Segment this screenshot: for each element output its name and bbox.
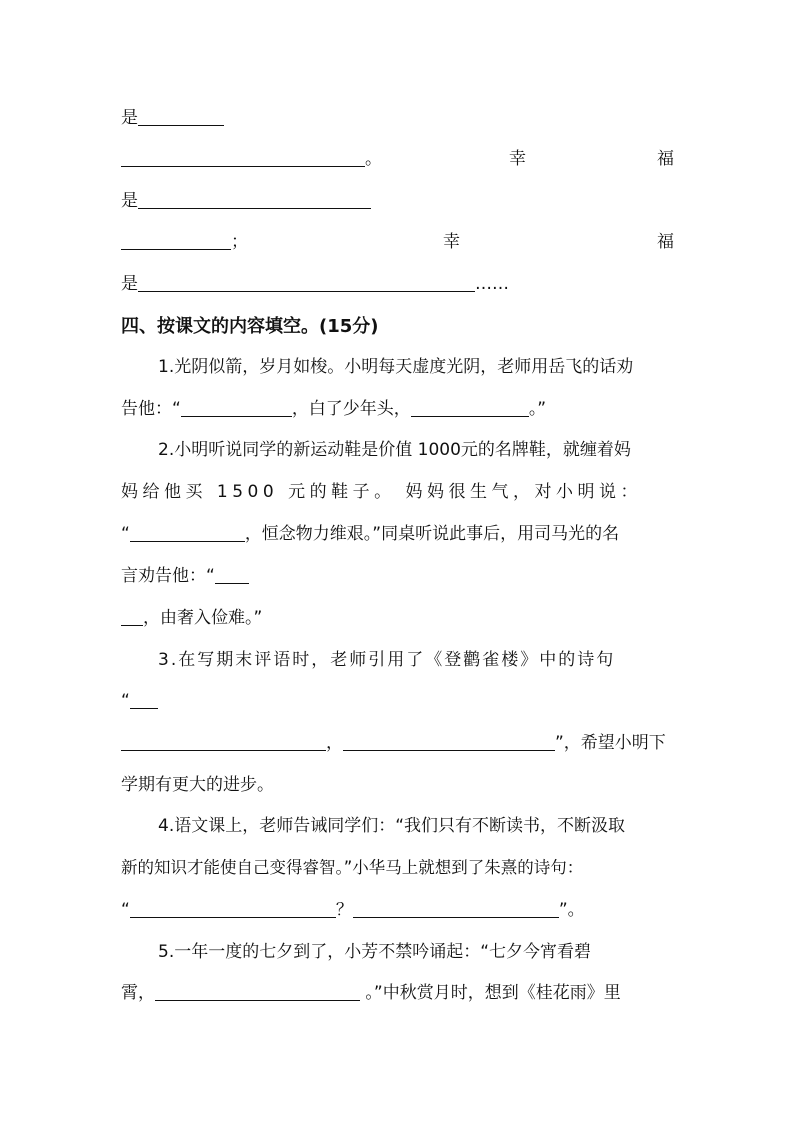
- intro-text-shi-3: 是: [121, 274, 138, 294]
- q5-line-1: 5.一年一度的七夕到了，小芳不禁吟诵起：“七夕今宵看碧: [158, 942, 592, 962]
- blank-field[interactable]: [130, 897, 336, 918]
- q2-line-3: [121, 517, 674, 551]
- word-fu: 福: [657, 149, 674, 169]
- q4-line-2: 新的知识才能使自己变得睿智。”小华马上就想到了朱熹的诗句：: [121, 858, 584, 877]
- q1-line-1: 1.光阴似箭，岁月如梭。小明每天虚度光阴，老师用岳飞的话劝: [158, 357, 634, 377]
- blank-field[interactable]: [411, 396, 529, 417]
- q3-line-1: 3.在写期末评语时，老师引用了《登鹳雀楼》中的诗句: [158, 650, 616, 670]
- q2-line-2: 妈给他买 1500 元的鞋子。 妈妈很生气，对小明说：: [121, 482, 642, 502]
- q3-text-b: ”，希望小明下: [555, 733, 666, 753]
- q4-question-mark: ？: [335, 900, 353, 920]
- blank-field[interactable]: [130, 521, 245, 542]
- intro-line-3: [121, 184, 674, 218]
- q5-line-2: [121, 976, 674, 1010]
- blank-field[interactable]: [138, 271, 475, 292]
- semicolon-mark: ；: [231, 232, 248, 252]
- q3-line-2: [121, 684, 674, 718]
- q2-line-5: [121, 601, 674, 635]
- intro-line-4: [121, 225, 674, 259]
- q5-text-b: 。”中秋赏月时，想到《桂花雨》里: [360, 983, 621, 1003]
- q4-line-1: 4.语文课上，老师告诫同学们：“我们只有不断读书，不断汲取: [158, 816, 626, 836]
- intro-text-shi-1: 是: [121, 108, 138, 128]
- blank-field[interactable]: [121, 730, 326, 751]
- word-xing: 幸: [509, 149, 526, 169]
- q1-text-a: 告他：“: [121, 399, 181, 419]
- intro-line-5: [121, 267, 674, 301]
- q2-line-1: 2.小明听说同学的新运动鞋是价值 1000元的名牌鞋，就缠着妈: [158, 440, 631, 460]
- q2-text-c: 言劝告他：“: [121, 566, 215, 586]
- blank-field[interactable]: [138, 105, 224, 126]
- section-heading: 四、按课文的内容填空。(15分): [121, 316, 379, 337]
- q4-open-quote: “: [121, 900, 130, 920]
- blank-field[interactable]: [181, 396, 292, 417]
- word-fu-2: 福: [657, 232, 674, 252]
- period-mark: 。: [365, 149, 382, 169]
- intro-text-shi-2: 是: [121, 191, 138, 211]
- blank-field[interactable]: [215, 563, 249, 584]
- blank-field[interactable]: [121, 229, 231, 250]
- blank-field[interactable]: [343, 730, 555, 751]
- q2-text-d: ，由奢入俭难。”: [143, 608, 263, 628]
- intro-line-1: [121, 101, 674, 135]
- blank-field[interactable]: [155, 980, 360, 1001]
- ellipsis: ……: [475, 274, 509, 294]
- q3-open-quote: “: [121, 691, 130, 711]
- q2-line-4: [121, 559, 674, 593]
- q4-line-3: [121, 893, 674, 927]
- q1-text-c: 。”: [528, 399, 547, 419]
- q3-comma: ，: [326, 733, 343, 753]
- word-xing-2: 幸: [443, 232, 460, 252]
- blank-field[interactable]: [121, 146, 365, 167]
- intro-line-2: [121, 142, 674, 176]
- blank-field[interactable]: [353, 897, 559, 918]
- blank-field[interactable]: [138, 188, 371, 209]
- q2-open-quote: “: [121, 524, 130, 544]
- q1-text-b: ，白了少年头，: [291, 399, 411, 419]
- blank-field[interactable]: [130, 688, 158, 709]
- q3-line-4: 学期有更大的进步。: [121, 775, 274, 795]
- q3-line-3: [121, 726, 674, 760]
- q4-close-quote: ”。: [558, 900, 585, 920]
- blank-field[interactable]: [121, 605, 143, 626]
- q2-text-b: ，恒念物力维艰。”同桌听说此事后，用司马光的名: [244, 524, 620, 544]
- q5-text-a: 霄，: [121, 983, 155, 1003]
- q1-line-2: [121, 392, 674, 426]
